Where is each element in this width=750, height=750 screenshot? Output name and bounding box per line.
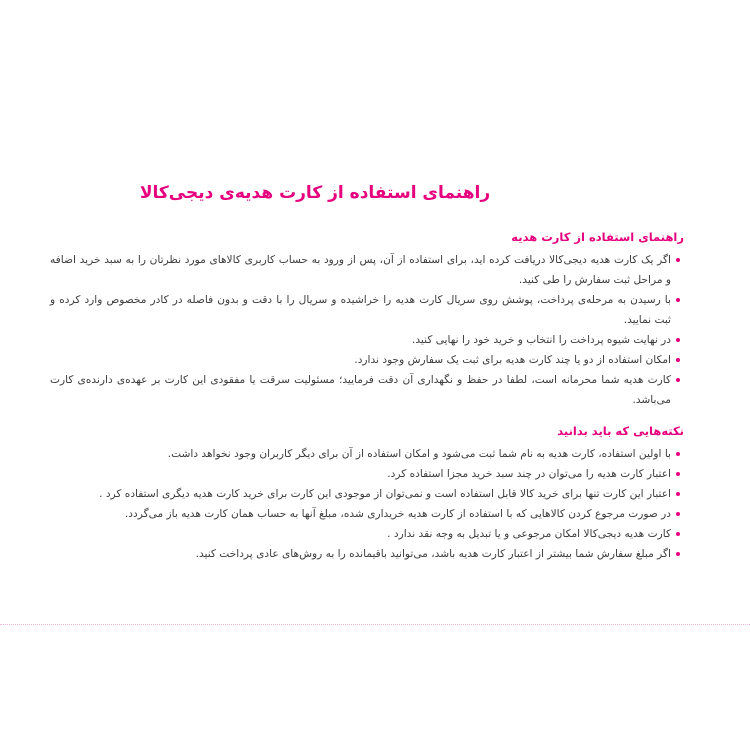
list-item: کارت هدیه شما محرمانه است، لطفا در حفظ و نگهداری آن دقت فرمایید؛ مسئولیت سرقت یا مفقودی این کارت بر عهده‌ی دارنده‌ی کارت می‌باشد. (50, 370, 680, 410)
list-item: اعتبار کارت هدیه را می‌توان در چند سبد خرید مجزا استفاده کرد. (50, 464, 680, 484)
list-item: با رسیدن به مرحله‌ی پرداخت، پوشش روی سریال کارت هدیه را خراشیده و سریال را با دقت و بدون فاصله در کادر مخصوص وارد کرده و ثبت نمایید. (50, 290, 680, 330)
list-item: در نهایت شیوه پرداخت را انتخاب و خرید خود را نهایی کنید. (50, 330, 680, 350)
section-heading-tips: نکته‌هایی که باید بدانید (557, 424, 684, 438)
list-item: اعتبار این کارت تنها برای خرید کالا قابل استفاده است و نمی‌توان از موجودی این کارت برای خرید کارت هدیه دیگری استفاده کرد . (50, 484, 680, 504)
gift-card-guide (50, 180, 690, 564)
list-item: کارت هدیه دیجی‌کالا امکان مرجوعی و یا تبدیل به وجه نقد ندارد . (50, 524, 680, 544)
list-item: اگر یک کارت هدیه دیجی‌کالا دریافت کرده اید، برای استفاده از آن، پس از ورود به حساب کاربری کالاهای مورد نظرتان را به سبد خرید اضافه و مراحل ثبت سفارش را طی کنید. (50, 250, 680, 290)
list-item: با اولین استفاده، کارت هدیه به نام شما ثبت می‌شود و امکان استفاده از آن برای دیگر کاربران وجود نخواهد داشت. (50, 444, 680, 464)
tips-list (50, 444, 690, 564)
page-title: راهنمای استفاده از کارت هدیه‌ی دیجی‌کالا (139, 183, 491, 203)
list-item: در صورت مرجوع کردن کالاهایی که با استفاده از کارت هدیه خریداری شده، مبلغ آنها به حساب همان کارت هدیه باز می‌گردد. (50, 504, 680, 524)
list-item: اگر مبلغ سفارش شما بیشتر از اعتبار کارت هدیه باشد، می‌توانید باقیمانده را به روش‌های عادی پرداخت کنید. (50, 544, 680, 564)
bottom-divider (0, 624, 750, 625)
section-heading-usage-guide: راهنمای استفاده از کارت هدیه (511, 230, 684, 244)
list-item: امکان استفاده از دو یا چند کارت هدیه برای ثبت یک سفارش وجود ندارد. (50, 350, 680, 370)
usage-guide-list (50, 250, 690, 410)
